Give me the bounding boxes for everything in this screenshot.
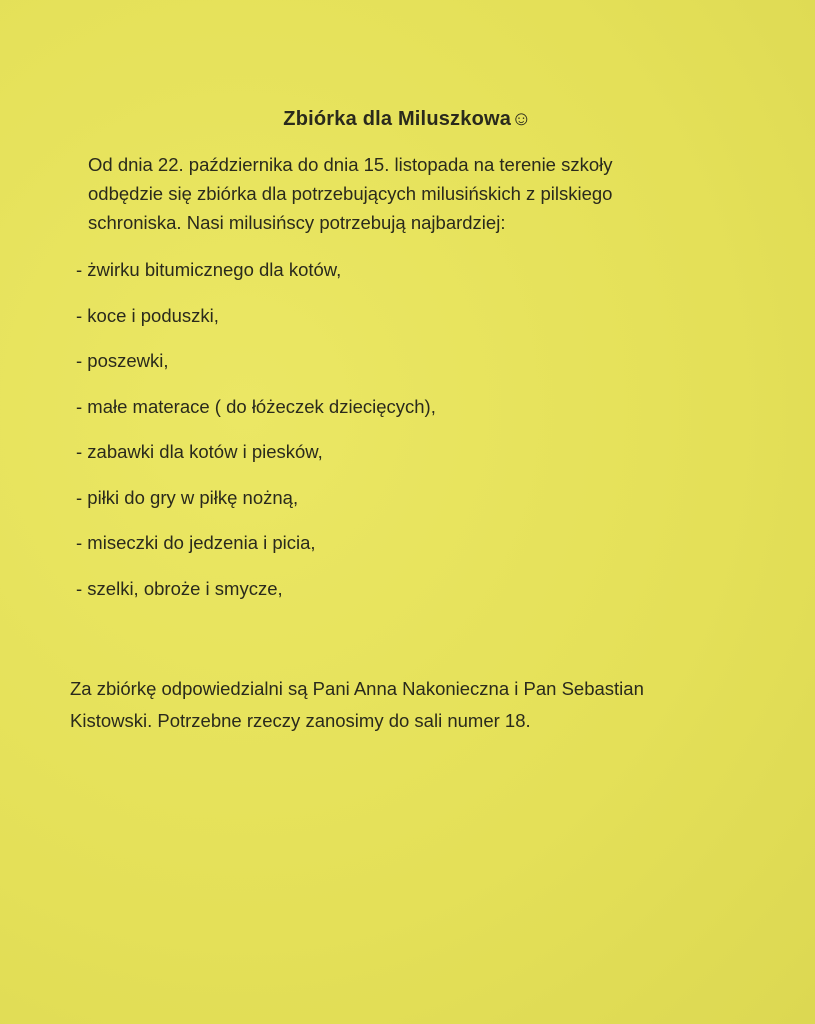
list-item: - koce i poduszki, bbox=[76, 304, 219, 326]
list-item: - małe materace ( do łóżeczek dziecięcych), bbox=[76, 395, 436, 417]
list-item: - żwirku bitumicznego dla kotów, bbox=[76, 259, 342, 280]
list-item: - piłki do gry w piłkę nożną, bbox=[76, 486, 299, 508]
smiley-icon: ☺ bbox=[511, 108, 532, 130]
intro-line: schroniska. Nasi milusińscy potrzebują najbardziej: bbox=[88, 212, 506, 233]
footer-line: Kistowski. Potrzebne rzeczy zanosimy do sali numer 18. bbox=[70, 710, 531, 731]
needed-items-list bbox=[76, 255, 436, 619]
intro-line: Od dnia 22. października do dnia 15. listopada na terenie szkoły bbox=[88, 154, 613, 175]
list-item: - szelki, obroże i smycze, bbox=[76, 577, 283, 599]
intro-line: odbędzie się zbiórka dla potrzebujących milusińskich z pilskiego bbox=[88, 183, 613, 204]
list-item: - poszewki, bbox=[76, 350, 169, 371]
intro-paragraph bbox=[88, 150, 748, 237]
footer-line: Za zbiórkę odpowiedzialni są Pani Anna Nakonieczna i Pan Sebastian bbox=[70, 678, 644, 699]
list-item: - zabawki dla kotów i piesków, bbox=[76, 441, 323, 462]
document-title bbox=[0, 108, 815, 131]
title-text: Zbiórka dla Miluszkowa bbox=[283, 108, 512, 130]
footer-paragraph bbox=[70, 673, 770, 737]
list-item: - miseczki do jedzenia i picia, bbox=[76, 532, 316, 553]
